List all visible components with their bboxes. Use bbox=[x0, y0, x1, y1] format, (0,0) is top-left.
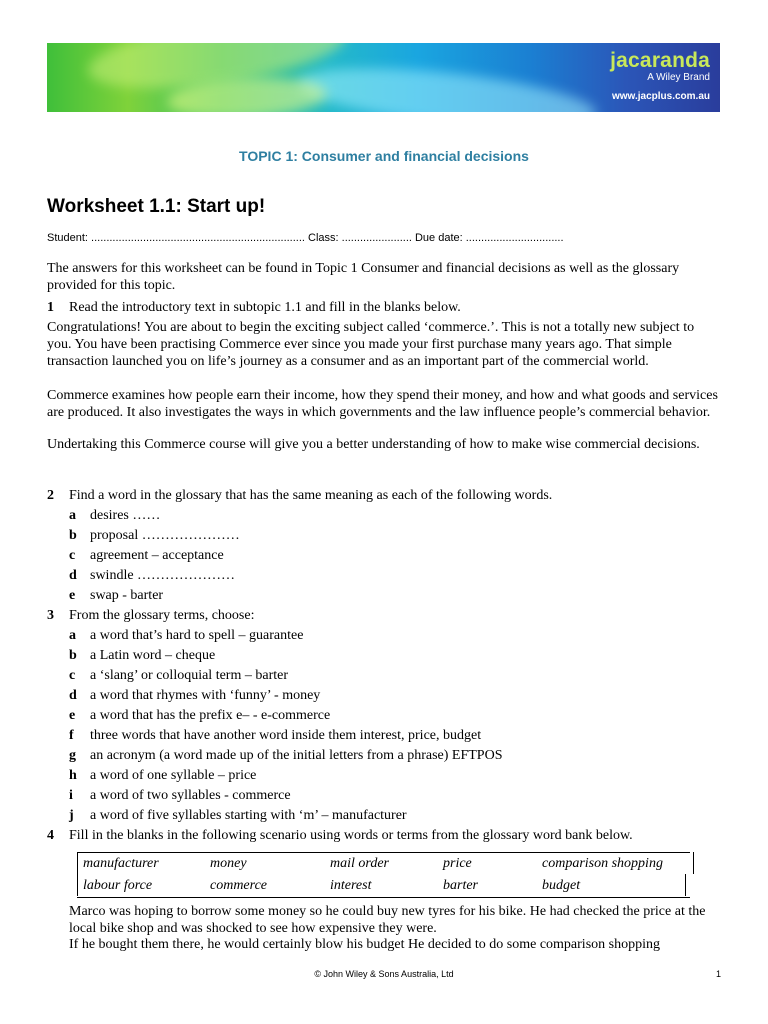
banner-streak bbox=[295, 57, 599, 112]
q1-paragraph-3: Undertaking this Commerce course will give you a better understanding of how to make wise commercial decisions. bbox=[47, 437, 700, 452]
q3-item bbox=[69, 787, 291, 804]
item-letter: b bbox=[69, 648, 77, 663]
question-1 bbox=[47, 299, 461, 316]
worksheet-title: Worksheet 1.1: Start up! bbox=[47, 196, 266, 217]
q2-item[interactable] bbox=[69, 527, 240, 544]
item-letter: i bbox=[69, 788, 73, 803]
item-letter: d bbox=[69, 568, 77, 583]
footer-copyright: © John Wiley & Sons Australia, Ltd bbox=[314, 969, 454, 979]
item-letter: e bbox=[69, 708, 76, 723]
item-letter: j bbox=[69, 808, 74, 823]
q2-item[interactable] bbox=[69, 507, 160, 524]
item-text: a Latin word – cheque bbox=[90, 648, 216, 663]
q3-item bbox=[69, 687, 320, 704]
q3-item bbox=[69, 647, 215, 664]
item-text: a word of two syllables - commerce bbox=[90, 788, 291, 803]
word-bank-cell: interest bbox=[324, 875, 437, 898]
q2-item bbox=[69, 587, 163, 604]
item-text: swindle ………………… bbox=[90, 568, 236, 583]
question-number: 3 bbox=[47, 608, 54, 623]
q3-item bbox=[69, 807, 407, 824]
item-text: a ‘slang’ or colloquial term – barter bbox=[90, 668, 288, 683]
item-letter: d bbox=[69, 688, 77, 703]
item-text: a word that rhymes with ‘funny’ - money bbox=[90, 688, 321, 703]
item-text: desires …… bbox=[90, 508, 161, 523]
item-text: agreement – acceptance bbox=[90, 548, 224, 563]
item-letter: c bbox=[69, 668, 76, 683]
question-2 bbox=[47, 487, 552, 504]
brand-block bbox=[610, 50, 710, 102]
word-bank-cell: money bbox=[204, 853, 324, 876]
brand-logo: jacaranda bbox=[610, 49, 710, 72]
q3-item bbox=[69, 627, 303, 644]
word-bank-cell: barter bbox=[437, 875, 536, 898]
item-letter: a bbox=[69, 628, 76, 643]
q3-item bbox=[69, 667, 288, 684]
item-text: three words that have another word inside them interest, price, budget bbox=[90, 728, 482, 743]
item-letter: g bbox=[69, 748, 76, 763]
word-bank-cell: mail order bbox=[324, 853, 437, 876]
header-banner bbox=[47, 43, 720, 112]
q3-item bbox=[69, 707, 330, 724]
scenario-paragraph-continued: If he bought them there, he would certainly blow his budget He decided to do some comparison shopping bbox=[69, 937, 660, 952]
q3-item bbox=[69, 747, 503, 764]
item-letter: a bbox=[69, 508, 76, 523]
item-text: a word that’s hard to spell – guarantee bbox=[90, 628, 304, 643]
question-number: 2 bbox=[47, 488, 54, 503]
question-4 bbox=[47, 827, 633, 844]
item-letter: e bbox=[69, 588, 76, 603]
item-letter: h bbox=[69, 768, 77, 783]
item-text: proposal ………………… bbox=[90, 528, 240, 543]
q3-item bbox=[69, 727, 481, 744]
question-text: From the glossary terms, choose: bbox=[69, 608, 255, 623]
item-letter: f bbox=[69, 728, 74, 743]
topic-heading: TOPIC 1: Consumer and financial decisions bbox=[239, 148, 529, 164]
question-text: Fill in the blanks in the following scenario using words or terms from the glossary word bank below. bbox=[69, 828, 633, 843]
question-3 bbox=[47, 607, 254, 624]
q2-item[interactable] bbox=[69, 567, 235, 584]
item-text: a word of one syllable – price bbox=[90, 768, 257, 783]
word-bank-cell: commerce bbox=[204, 875, 324, 898]
question-number: 4 bbox=[47, 828, 54, 843]
item-text: an acronym (a word made up of the initial letters from a phrase) EFTPOS bbox=[90, 748, 503, 763]
word-bank-border-left bbox=[77, 852, 78, 896]
item-text: a word of five syllables starting with ‘m’ – manufacturer bbox=[90, 808, 407, 823]
question-text: Read the introductory text in subtopic 1.1 and fill in the blanks below. bbox=[69, 300, 461, 315]
word-bank-border-right-bottom bbox=[685, 874, 686, 896]
item-text: a word that has the prefix e– - e-commerce bbox=[90, 708, 331, 723]
q1-paragraph-1: Congratulations! You are about to begin the exciting subject called ‘commerce.’. This is not a totally new subject to you. You have been practising Commerce ever since you made your first purchase many years ago. That simple transaction launched you on life’s journey as a consumer and as an important part of the commercial world. bbox=[47, 320, 695, 369]
word-bank-cell: price bbox=[437, 853, 536, 876]
q1-paragraph-2: Commerce examines how people earn their income, how they spend their money, and how and what goods and services are produced. It also investigates the ways in which governments and the law influence people’s commercial behavior. bbox=[47, 388, 718, 420]
word-bank-cell: comparison shopping bbox=[536, 853, 690, 876]
question-number: 1 bbox=[47, 300, 54, 315]
scenario-paragraph: Marco was hoping to borrow some money so he could buy new tyres for his bike. He had checked the price at the local bike shop and was shocked to see how expensive they were. bbox=[69, 904, 706, 936]
q2-item bbox=[69, 547, 224, 564]
intro-paragraph: The answers for this worksheet can be found in Topic 1 Consumer and financial decisions as well as the glossary provided for this topic. bbox=[47, 261, 680, 293]
word-bank-row bbox=[77, 875, 690, 898]
q3-item bbox=[69, 767, 256, 784]
question-text: Find a word in the glossary that has the same meaning as each of the following words. bbox=[69, 488, 553, 503]
word-bank-border-right-top bbox=[693, 852, 694, 874]
word-bank-cell: manufacturer bbox=[77, 853, 204, 876]
brand-subtitle: A Wiley Brand bbox=[647, 72, 710, 83]
item-letter: b bbox=[69, 528, 77, 543]
word-bank-cell: budget bbox=[536, 875, 690, 898]
word-bank-cell: labour force bbox=[77, 875, 204, 898]
student-info-line[interactable]: Student: ...................................................................... Class: ....................... Due date: ................................ bbox=[47, 232, 564, 244]
item-letter: c bbox=[69, 548, 76, 563]
brand-url[interactable]: www.jacplus.com.au bbox=[612, 91, 710, 102]
word-bank-table bbox=[77, 852, 690, 898]
item-text: swap - barter bbox=[90, 588, 164, 603]
page-number: 1 bbox=[716, 969, 722, 979]
word-bank-row bbox=[77, 853, 690, 876]
